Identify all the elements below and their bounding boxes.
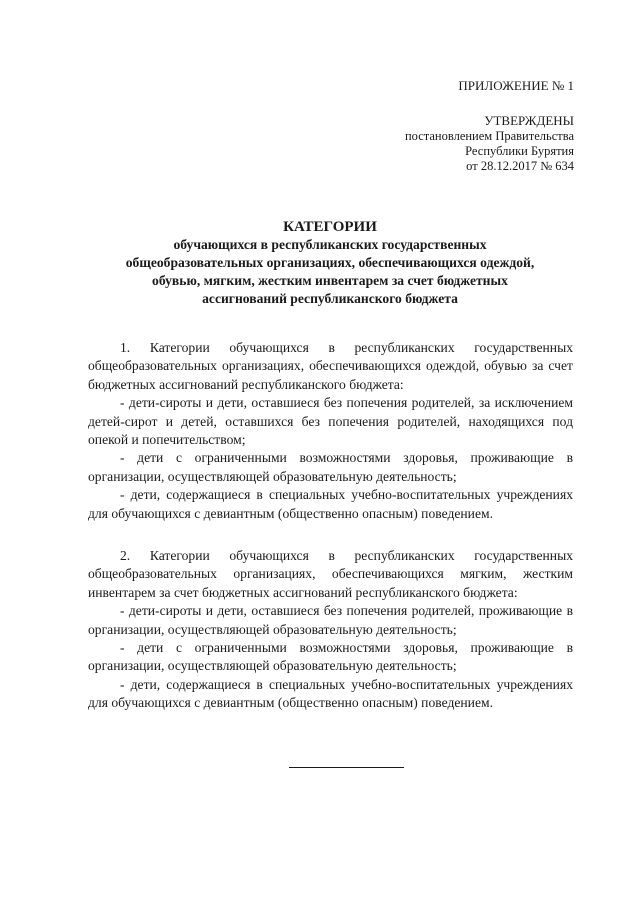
title-subtitle-line: общеобразовательных организациях, обеспечивающихся одеждой, <box>125 255 535 270</box>
closing-divider <box>289 767 404 768</box>
list-item: - дети-сироты и дети, оставшиеся без попечения родителей, проживающие в организации, осуществляющей образовательную деятельность; <box>88 603 573 637</box>
appendix-label: ПРИЛОЖЕНИЕ № 1 <box>458 78 574 93</box>
approval-date-number: от 28.12.2017 № 634 <box>466 159 574 173</box>
list-item: - дети с ограниченными возможностями здоровья, проживающие в организации, осуществляющей образовательную деятельность; <box>88 450 573 484</box>
approval-line: постановлением Правительства <box>404 129 574 143</box>
section-intro: 2. Категории обучающихся в республиканских государственных общеобразовательных организациях, обеспечивающихся мягким, жестким инвентарем за счет бюджетных ассигнований республиканского бюджета: <box>88 548 573 600</box>
title-subtitle-line: обувью, мягким, жестким инвентарем за счет бюджетных <box>152 273 508 288</box>
approval-heading: УТВЕРЖДЕНЫ <box>484 113 574 128</box>
list-item: - дети, содержащиеся в специальных учебно-воспитательных учреждениях для обучающихся с девиантным (общественно опасным) поведением. <box>88 676 573 711</box>
title-subtitle-line: ассигнований республиканского бюджета <box>202 291 458 306</box>
list-item: - дети, содержащиеся в специальных учебно-воспитательных учреждениях для обучающихся с девиантным (общественно опасным) поведением. <box>88 487 573 521</box>
approval-line: Республики Бурятия <box>465 144 574 158</box>
approval-block <box>405 113 574 174</box>
list-item: - дети-сироты и дети, оставшиеся без попечения родителей, за исключением детей-сирот и детей, оставшихся без попечения родителей, находящихся под опекой и попечительством; <box>88 395 573 448</box>
document-title <box>80 218 580 308</box>
list-item: - дети с ограниченными возможностями здоровья, проживающие в организации, осуществляющей образовательную деятельность; <box>88 640 573 674</box>
section-2 <box>88 547 573 713</box>
section-intro: 1. Категории обучающихся в республиканских государственных общеобразовательных организациях, обеспечивающихся одеждой, обувью за счет бюджетных ассигнований республиканского бюджета: <box>88 340 573 392</box>
title-subtitle-line: обучающихся в республиканских государственных <box>173 237 487 252</box>
section-1 <box>88 339 573 523</box>
title-heading: КАТЕГОРИИ <box>283 219 377 235</box>
